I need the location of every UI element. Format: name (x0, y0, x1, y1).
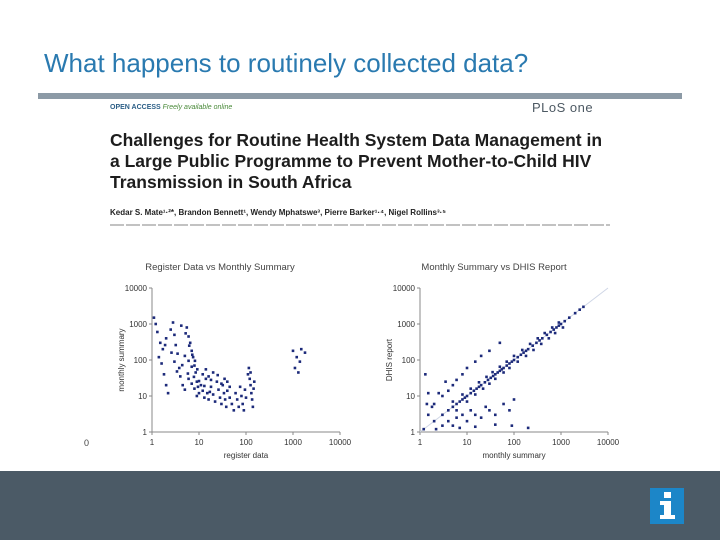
data-point (474, 425, 477, 428)
data-point (219, 396, 222, 399)
data-point (205, 368, 208, 371)
data-point (184, 332, 187, 335)
data-point (505, 360, 508, 363)
data-point (167, 392, 170, 395)
data-point (487, 379, 490, 382)
data-point (562, 326, 565, 329)
data-point (226, 380, 229, 383)
data-point (179, 375, 182, 378)
data-point (494, 378, 497, 381)
data-point (529, 343, 532, 346)
data-point (431, 406, 434, 409)
data-point (248, 378, 251, 381)
data-point (187, 378, 190, 381)
data-point (184, 388, 187, 391)
data-point (480, 384, 483, 387)
data-point (164, 344, 167, 347)
data-point (422, 428, 425, 431)
data-point (169, 328, 172, 331)
data-point (181, 364, 184, 367)
x-axis-label: register data (223, 451, 269, 460)
data-point (532, 349, 535, 352)
data-point (452, 406, 455, 409)
data-point (193, 387, 196, 390)
data-point (174, 344, 177, 347)
data-point (461, 393, 464, 396)
data-point (201, 373, 204, 376)
x-tick-label: 10000 (328, 438, 352, 447)
data-point (193, 364, 196, 367)
data-point (185, 326, 188, 329)
data-point (427, 414, 430, 417)
data-point (172, 321, 175, 324)
data-point (466, 367, 469, 370)
data-point (508, 362, 511, 365)
data-point (508, 367, 511, 370)
data-point (178, 367, 181, 370)
data-point (214, 400, 217, 403)
paper-title: Challenges for Routine Health System Data Management in a Large Public Programme to Prevent Mother-to-Child HIV Transmission in South Africa (110, 130, 603, 192)
data-point (461, 414, 464, 417)
data-point (181, 384, 184, 387)
data-point (250, 392, 253, 395)
data-point (244, 388, 247, 391)
y-tick-label: 1 (142, 428, 147, 437)
open-access-label: OPEN ACCESS (110, 104, 161, 111)
data-point (489, 377, 492, 380)
data-point (160, 362, 163, 365)
data-point (190, 382, 193, 385)
data-point (196, 368, 199, 371)
data-point (216, 374, 219, 377)
data-point (297, 371, 300, 374)
data-point (513, 359, 516, 362)
data-point (494, 414, 497, 417)
data-point (474, 393, 477, 396)
data-point (458, 400, 461, 403)
data-point (237, 406, 240, 409)
data-point (194, 371, 197, 374)
data-point (499, 365, 502, 368)
data-point (484, 381, 487, 384)
data-point (427, 392, 430, 395)
data-point (205, 378, 208, 381)
data-point (153, 316, 156, 319)
data-point (473, 389, 476, 392)
data-point (198, 380, 201, 383)
y-tick-label: 10000 (124, 284, 147, 293)
data-point (180, 324, 183, 327)
data-point (187, 372, 190, 375)
data-point (513, 355, 516, 358)
data-point (441, 414, 444, 417)
data-point (203, 396, 206, 399)
x-tick-label: 100 (507, 438, 521, 447)
data-point (241, 403, 244, 406)
data-point (433, 403, 436, 406)
data-point (173, 360, 176, 363)
data-point (188, 344, 191, 347)
data-point (435, 428, 438, 431)
y-tick-label: 1 (410, 428, 415, 437)
data-point (555, 326, 558, 329)
slide-title: What happens to routinely collected data? (44, 48, 529, 78)
data-point (228, 386, 231, 389)
data-point (294, 367, 297, 370)
x-tick-label: 1 (417, 438, 423, 447)
data-point (547, 337, 550, 340)
data-point (521, 349, 524, 352)
data-point (209, 391, 212, 394)
data-point (220, 403, 223, 406)
data-point (484, 406, 487, 409)
data-point (234, 392, 237, 395)
data-point (249, 384, 252, 387)
data-point (217, 388, 220, 391)
data-point (165, 337, 168, 340)
data-point (212, 393, 215, 396)
data-point (231, 403, 234, 406)
data-point (494, 373, 497, 376)
data-point (480, 355, 483, 358)
data-point (536, 337, 539, 340)
data-point (184, 355, 187, 358)
data-point (176, 370, 179, 373)
data-point (516, 356, 519, 359)
data-point (469, 387, 472, 390)
data-point (200, 384, 203, 387)
data-point (191, 353, 194, 356)
data-point (156, 331, 159, 334)
data-point (527, 348, 530, 351)
data-point (474, 414, 477, 417)
data-point (469, 409, 472, 412)
y-tick-label: 100 (401, 356, 415, 365)
data-point (527, 427, 530, 430)
data-point (240, 395, 243, 398)
data-point (502, 403, 505, 406)
data-point (478, 381, 481, 384)
affiliation-line (110, 224, 610, 226)
y-tick-label: 10 (406, 392, 415, 401)
data-point (239, 386, 242, 389)
data-point (466, 395, 469, 398)
data-point (441, 395, 444, 398)
data-point (554, 332, 557, 335)
data-point (474, 360, 477, 363)
y-tick-label: 10 (138, 392, 147, 401)
data-point (455, 409, 458, 412)
data-point (304, 351, 307, 354)
data-point (243, 409, 246, 412)
data-point (491, 371, 494, 374)
data-point (162, 348, 165, 351)
data-point (170, 351, 173, 354)
data-point (236, 398, 239, 401)
data-point (452, 400, 455, 403)
data-point (300, 348, 303, 351)
data-point (154, 323, 157, 326)
register-vs-monthly-chart (100, 258, 360, 470)
data-point (455, 403, 458, 406)
data-point (574, 312, 577, 315)
data-point (212, 371, 215, 374)
y-tick-label: 100 (133, 356, 147, 365)
open-access-banner (110, 104, 232, 111)
data-point (225, 406, 228, 409)
chart-title: Monthly Summary vs DHIS Report (421, 262, 567, 273)
data-point (541, 337, 544, 340)
x-tick-label: 100 (239, 438, 253, 447)
data-point (226, 389, 229, 392)
data-point (513, 398, 516, 401)
data-point (505, 364, 508, 367)
data-point (299, 360, 302, 363)
freely-available-label: Freely available online (162, 104, 233, 111)
data-point (522, 351, 525, 354)
data-point (455, 379, 458, 382)
info-logo-icon (650, 488, 684, 524)
data-point (488, 409, 491, 412)
data-point (485, 376, 488, 379)
data-point (433, 420, 436, 423)
data-point (558, 321, 561, 324)
data-point (447, 420, 450, 423)
y-axis-label: monthly summary (117, 328, 126, 392)
data-point (549, 331, 552, 334)
x-tick-label: 1000 (552, 438, 570, 447)
data-point (206, 392, 209, 395)
data-point (251, 398, 254, 401)
journal-logo (532, 100, 593, 115)
data-point (452, 384, 455, 387)
paper-authors: Kedar S. Mate¹·²*, Brandon Bennett¹, Wendy Mphatswe³, Pierre Barker¹·⁴, Nigel Rollins³·⁵ (110, 208, 447, 217)
data-point (480, 416, 483, 419)
data-point (216, 380, 219, 383)
data-point (502, 371, 505, 374)
data-point (563, 320, 566, 323)
data-point (196, 395, 199, 398)
data-point (455, 416, 458, 419)
data-point (247, 373, 250, 376)
data-point (540, 343, 543, 346)
x-axis-label: monthly summary (482, 451, 546, 460)
data-point (198, 392, 201, 395)
y-axis-label: DHIS report (385, 338, 394, 382)
data-point (252, 387, 255, 390)
data-point (210, 386, 213, 389)
data-point (582, 306, 585, 309)
data-point (224, 398, 227, 401)
y-tick-label: 1000 (129, 320, 147, 329)
data-point (511, 424, 514, 427)
data-point (458, 427, 461, 430)
data-point (543, 332, 546, 335)
title-divider (38, 93, 682, 99)
data-point (197, 386, 200, 389)
data-point (535, 342, 538, 345)
data-point (159, 342, 162, 345)
data-point (494, 423, 497, 426)
data-point (469, 392, 472, 395)
data-point (447, 389, 450, 392)
data-point (531, 344, 534, 347)
data-point (176, 352, 179, 355)
y-tick-label: 10000 (392, 284, 415, 293)
data-point (207, 375, 210, 378)
data-point (426, 403, 429, 406)
data-point (189, 342, 192, 345)
data-point (461, 398, 464, 401)
data-point (190, 365, 193, 368)
data-point (441, 424, 444, 427)
data-point (452, 424, 455, 427)
data-point (475, 387, 478, 390)
data-point (228, 396, 231, 399)
data-point (201, 389, 204, 392)
data-point (210, 379, 213, 382)
data-point (488, 382, 491, 385)
data-point (295, 356, 298, 359)
data-point (249, 371, 252, 374)
data-point (193, 376, 196, 379)
paper-header (104, 100, 616, 230)
footer-bar (0, 471, 720, 540)
x-tick-label: 10000 (596, 438, 620, 447)
data-point (253, 380, 256, 383)
data-point (578, 308, 581, 311)
data-point (173, 334, 176, 337)
data-point (520, 353, 523, 356)
data-point (163, 373, 166, 376)
data-point (516, 360, 519, 363)
data-point (223, 392, 226, 395)
y-tick-label: 1000 (397, 320, 415, 329)
data-point (158, 356, 161, 359)
stray-axis-label: 0 (84, 438, 90, 448)
journal-name: PLoS one (532, 100, 594, 115)
monthly-vs-dhis-chart (372, 258, 622, 470)
data-point (444, 380, 447, 383)
data-point (568, 316, 571, 319)
data-point (223, 378, 226, 381)
data-point (232, 409, 235, 412)
data-point (502, 367, 505, 370)
chart-title: Register Data vs Monthly Summary (145, 262, 295, 273)
data-point (482, 387, 485, 390)
x-tick-label: 10 (462, 438, 472, 447)
data-point (190, 350, 193, 353)
x-tick-label: 1 (149, 438, 155, 447)
data-point (220, 382, 223, 385)
data-point (207, 398, 210, 401)
data-point (165, 384, 168, 387)
data-point (466, 400, 469, 403)
data-point (499, 342, 502, 345)
data-point (466, 420, 469, 423)
data-point (488, 350, 491, 353)
data-point (192, 356, 195, 359)
data-point (187, 360, 190, 363)
data-point (447, 409, 450, 412)
data-point (203, 385, 206, 388)
data-point (461, 373, 464, 376)
data-point (252, 406, 255, 409)
data-point (194, 360, 197, 363)
x-tick-label: 10 (194, 438, 204, 447)
data-point (508, 409, 511, 412)
data-point (245, 396, 248, 399)
data-point (248, 367, 251, 370)
data-point (424, 373, 427, 376)
x-tick-label: 1000 (284, 438, 302, 447)
data-point (525, 355, 528, 358)
data-point (187, 335, 190, 338)
data-point (437, 392, 440, 395)
data-point (292, 350, 295, 353)
data-point (551, 326, 554, 329)
